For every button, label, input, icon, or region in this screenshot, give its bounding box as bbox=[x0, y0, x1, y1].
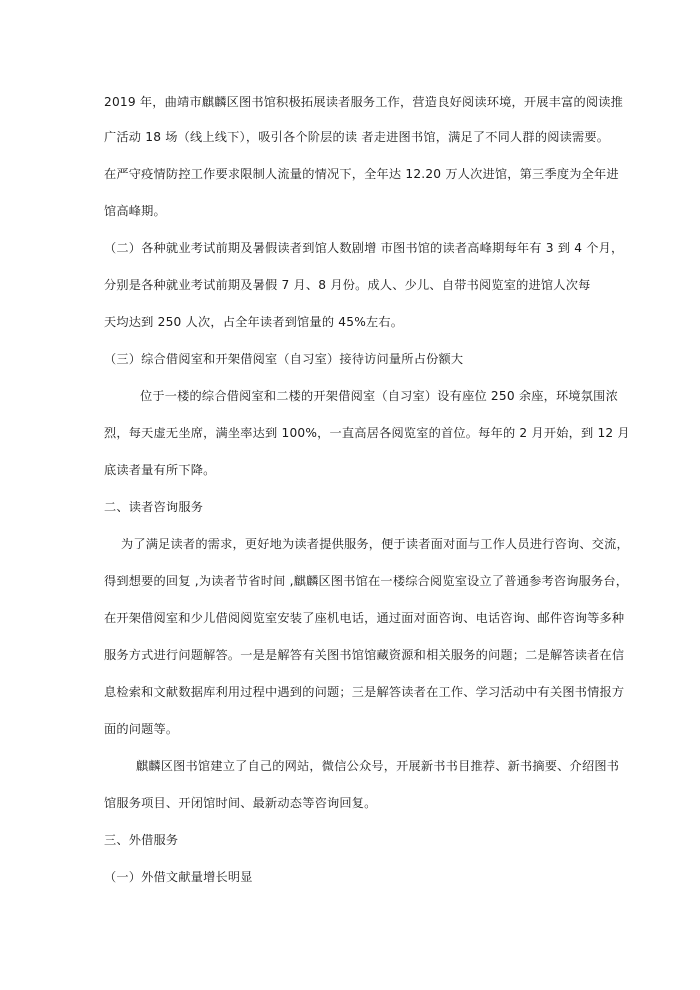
paragraph-line: 在开架借阅室和少儿借阅阅览室安装了座机电话，通过面对面咨询、电话咨询、邮件咨询等多种 bbox=[104, 611, 625, 625]
paragraph-line: 广活动 18 场（线上线下），吸引各个阶层的读 者走进图书馆，满足了不同人群的阅读需要。 bbox=[104, 130, 610, 144]
paragraph-line: 烈，每天虚无坐席，满坐率达到 100%，一直高居各阅览室的首位。每年的 2 月开始，到 12 月 bbox=[104, 426, 630, 440]
paragraph-line: 麒麟区图书馆建立了自己的网站，微信公众号，开展新书书目推荐、新书摘要、介绍图书 bbox=[136, 759, 620, 773]
paragraph-line: 在严守疫情防控工作要求限制人流量的情况下，全年达 12.20 万人次进馆，第三季度为全年进 bbox=[104, 167, 619, 181]
section-heading: （二）各种就业考试前期及暑假读者到馆人数剧增 市图书馆的读者高峰期每年有 3 到 4 个月， bbox=[104, 241, 624, 255]
paragraph-line: 位于一楼的综合借阅室和二楼的开架借阅室（自习室）设有座位 250 余座，环境氛围浓 bbox=[140, 389, 618, 403]
paragraph-line: 息检索和文献数据库利用过程中遇到的问题；三是解答读者在工作、学习活动中有关图书情报方 bbox=[104, 685, 625, 699]
section-heading: 三、外借服务 bbox=[104, 833, 179, 847]
paragraph-line: 得到想要的回复 ,为读者节省时间 ,麒麟区图书馆在一楼综合阅览室设立了普通参考咨询服务台， bbox=[104, 574, 629, 588]
paragraph-line: 分别是各种就业考试前期及暑假 7 月、8 月份。成人、少儿、自带书阅览室的进馆人次每 bbox=[104, 278, 591, 292]
paragraph-line: 天均达到 250 人次，占全年读者到馆量的 45%左右。 bbox=[104, 315, 404, 329]
section-heading: （三）综合借阅室和开架借阅室（自习室）接待访问量所占份额大 bbox=[104, 352, 464, 366]
paragraph-line: 馆服务项目、开闭馆时间、最新动态等咨询回复。 bbox=[104, 796, 377, 810]
paragraph-line: 馆高峰期。 bbox=[104, 204, 166, 218]
paragraph-line: 2019 年，曲靖市麒麟区图书馆积极拓展读者服务工作，营造良好阅读环境，开展丰富的阅读推 bbox=[104, 95, 624, 109]
paragraph-line: 为了满足读者的需求，更好地为读者提供服务，便于读者面对面与工作人员进行咨询、交流， bbox=[121, 537, 629, 551]
section-heading: （一）外借文献量增长明显 bbox=[104, 870, 253, 884]
paragraph-line: 服务方式进行问题解答。一是是解答有关图书馆馆藏资源和相关服务的问题；二是解答读者在信 bbox=[104, 648, 625, 662]
section-heading: 二、读者咨询服务 bbox=[104, 500, 204, 514]
paragraph-line: 底读者量有所下降。 bbox=[104, 463, 216, 477]
paragraph-line: 面的问题等。 bbox=[104, 722, 179, 736]
